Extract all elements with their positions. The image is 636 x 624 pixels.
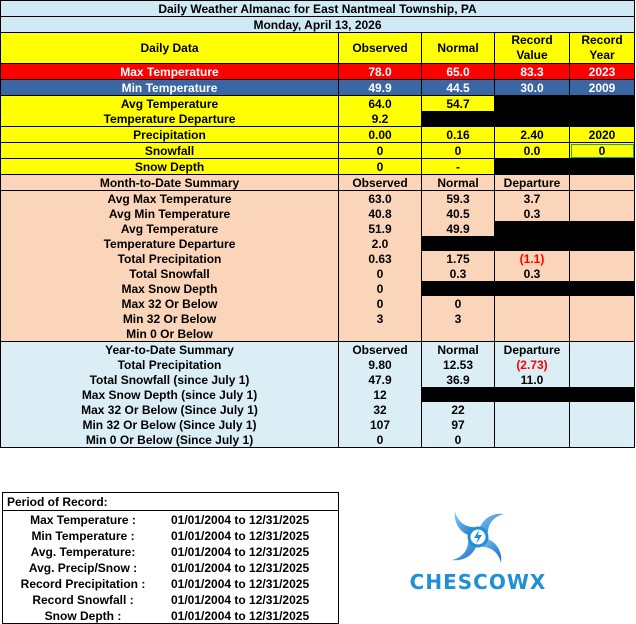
observed-value: 49.9 (339, 80, 422, 96)
section-header: Year-to-Date Summary (1, 342, 339, 358)
observed-value: 51.9 (339, 221, 422, 236)
blank-cell (422, 387, 495, 402)
record-value: 30.0 (495, 80, 570, 96)
row-label: Max Temperature (1, 64, 339, 80)
snowfall-row (1, 143, 635, 159)
row-label: Avg Max Temperature (1, 191, 339, 207)
blank-cell (495, 281, 570, 296)
avg-temp-row (1, 96, 635, 112)
mtd-max-snow-depth-row (1, 281, 635, 296)
snow-depth-row (1, 159, 635, 175)
observed-header: Observed (339, 342, 422, 358)
normal-value: 22 (422, 402, 495, 417)
blank-cell (495, 236, 570, 251)
row-label: Snowfall (1, 143, 339, 159)
record-year: 2023 (570, 64, 635, 80)
empty-cell (570, 311, 635, 326)
blank-cell (495, 221, 570, 236)
normal-value: 0 (422, 432, 495, 448)
empty-cell (495, 417, 570, 432)
empty-cell (570, 342, 635, 358)
blank-cell (570, 96, 635, 112)
divider (3, 510, 338, 511)
mtd-min0-row (1, 326, 635, 342)
chescowx-logo (378, 506, 578, 596)
blank-cell (495, 96, 570, 112)
observed-value: 12 (339, 387, 422, 402)
row-label: Max 32 Or Below (Since July 1) (1, 402, 339, 417)
por-label: Max Temperature : (30, 513, 136, 527)
empty-cell (570, 296, 635, 311)
blank-cell (422, 236, 495, 251)
departure-value: (1.1) (495, 251, 570, 266)
row-label: Avg Temperature (1, 96, 339, 112)
observed-value: 47.9 (339, 372, 422, 387)
observed-value: 0 (339, 296, 422, 311)
selected-record-year-cell[interactable]: 0 (570, 143, 635, 159)
row-label: Max Snow Depth (1, 281, 339, 296)
observed-header: Observed (339, 33, 422, 64)
temp-departure-row (1, 111, 635, 127)
observed-value: 9.80 (339, 357, 422, 372)
blank-cell (570, 236, 635, 251)
blank-cell (495, 387, 570, 402)
por-label: Record Precipitation : (20, 577, 146, 591)
por-range: 01/01/2004 to 12/31/2025 (171, 529, 310, 543)
observed-value: 3 (339, 311, 422, 326)
ytd-header-row (1, 342, 635, 358)
empty-cell (570, 206, 635, 221)
empty-cell (495, 296, 570, 311)
observed-value: 0 (339, 266, 422, 281)
normal-value: 0 (422, 296, 495, 311)
row-label: Precipitation (1, 127, 339, 143)
min-temp-row (1, 80, 635, 96)
normal-value: 59.3 (422, 191, 495, 207)
observed-value: 32 (339, 402, 422, 417)
precipitation-row (1, 127, 635, 143)
row-label: Avg Temperature (1, 221, 339, 236)
mtd-temp-departure-row (1, 236, 635, 251)
row-label: Min 32 Or Below (1, 311, 339, 326)
por-range: 01/01/2004 to 12/31/2025 (171, 593, 310, 607)
hurricane-swirl-icon (438, 506, 518, 568)
mtd-avg-min-row (1, 206, 635, 221)
observed-value: 2.0 (339, 236, 422, 251)
normal-header: Normal (422, 33, 495, 64)
record-year: 2020 (570, 127, 635, 143)
record-value: 0.0 (495, 143, 570, 159)
row-label: Min Temperature (1, 80, 339, 96)
blank-cell (495, 159, 570, 175)
mtd-min32-row (1, 311, 635, 326)
record-year: 2009 (570, 80, 635, 96)
record-year-header: Record Year (570, 33, 635, 64)
normal-value: 49.9 (422, 221, 495, 236)
observed-header: Observed (339, 175, 422, 191)
row-label: Total Snowfall (since July 1) (1, 372, 339, 387)
empty-cell (570, 372, 635, 387)
por-label: Avg. Precip/Snow : (28, 561, 138, 575)
row-label: Temperature Departure (1, 111, 339, 127)
row-label: Avg Min Temperature (1, 206, 339, 221)
empty-cell (570, 191, 635, 207)
normal-value: 1.75 (422, 251, 495, 266)
normal-value: 12.53 (422, 357, 495, 372)
ytd-total-precip-row (1, 357, 635, 372)
normal-value: 36.9 (422, 372, 495, 387)
daily-header-row (1, 33, 635, 64)
empty-cell (570, 417, 635, 432)
observed-value: 9.2 (339, 111, 422, 127)
mtd-header-row (1, 175, 635, 191)
row-label: Temperature Departure (1, 236, 339, 251)
empty-cell (422, 326, 495, 342)
observed-value: 63.0 (339, 191, 422, 207)
blank-cell (570, 281, 635, 296)
mtd-total-snow-row (1, 266, 635, 281)
por-range: 01/01/2004 to 12/31/2025 (171, 577, 310, 591)
row-label: Max 32 Or Below (1, 296, 339, 311)
por-range: 01/01/2004 to 12/31/2025 (171, 561, 310, 575)
row-label: Snow Depth (1, 159, 339, 175)
normal-value: 44.5 (422, 80, 495, 96)
ytd-total-snow-row (1, 372, 635, 387)
observed-value: 64.0 (339, 96, 422, 112)
normal-value: - (422, 159, 495, 175)
record-value: 83.3 (495, 64, 570, 80)
blank-cell (422, 111, 495, 127)
departure-header: Departure (495, 342, 570, 358)
max-temp-row (1, 64, 635, 80)
mtd-total-precip-row (1, 251, 635, 266)
departure-header: Departure (495, 175, 570, 191)
por-label: Avg. Temperature: (30, 545, 136, 559)
empty-cell (570, 432, 635, 448)
normal-value: 54.7 (422, 96, 495, 112)
blank-cell (570, 111, 635, 127)
normal-header: Normal (422, 175, 495, 191)
empty-cell (570, 326, 635, 342)
section-header: Month-to-Date Summary (1, 175, 339, 191)
page-title: Daily Weather Almanac for East Nantmeal Township, PA (1, 1, 635, 17)
blank-cell (495, 111, 570, 127)
ytd-min32-row (1, 417, 635, 432)
record-value: 2.40 (495, 127, 570, 143)
observed-value: 40.8 (339, 206, 422, 221)
departure-value: 3.7 (495, 191, 570, 207)
observed-value: 0 (339, 432, 422, 448)
empty-cell (495, 326, 570, 342)
por-range: 01/01/2004 to 12/31/2025 (171, 545, 310, 559)
row-label: Total Precipitation (1, 251, 339, 266)
row-label: Min 0 Or Below (Since July 1) (1, 432, 339, 448)
record-value-header: Record Value (495, 33, 570, 64)
por-label: Min Temperature : (31, 529, 135, 543)
row-label: Max Snow Depth (since July 1) (1, 387, 339, 402)
normal-value: 0 (422, 143, 495, 159)
observed-value: 78.0 (339, 64, 422, 80)
empty-cell (495, 402, 570, 417)
normal-value: 40.5 (422, 206, 495, 221)
ytd-max-snow-depth-row (1, 387, 635, 402)
normal-header: Normal (422, 342, 495, 358)
departure-value: 0.3 (495, 206, 570, 221)
observed-value: 0 (339, 159, 422, 175)
por-range: 01/01/2004 to 12/31/2025 (171, 609, 310, 623)
departure-value: (2.73) (495, 357, 570, 372)
row-label: Min 0 Or Below (1, 326, 339, 342)
empty-cell (495, 432, 570, 448)
normal-value: 0.3 (422, 266, 495, 281)
blank-cell (570, 159, 635, 175)
observed-value: 0 (339, 281, 422, 296)
observed-value: 0.63 (339, 251, 422, 266)
date-heading: Monday, April 13, 2026 (1, 17, 635, 33)
empty-cell (570, 251, 635, 266)
logo-text: CHESCOWX (409, 570, 547, 594)
normal-value: 3 (422, 311, 495, 326)
departure-value: 0.3 (495, 266, 570, 281)
mtd-avg-temp-row (1, 221, 635, 236)
normal-value: 65.0 (422, 64, 495, 80)
ytd-max32-row (1, 402, 635, 417)
por-label: Record Snowfall : (32, 593, 134, 607)
blank-cell (570, 387, 635, 402)
daily-data-header: Daily Data (1, 33, 339, 64)
empty-cell (570, 175, 635, 191)
por-range: 01/01/2004 to 12/31/2025 (171, 513, 310, 527)
empty-cell (339, 326, 422, 342)
row-label: Total Precipitation (1, 357, 339, 372)
normal-value: 97 (422, 417, 495, 432)
departure-value: 11.0 (495, 372, 570, 387)
mtd-max32-row (1, 296, 635, 311)
observed-value: 0 (339, 143, 422, 159)
mtd-avg-max-row (1, 191, 635, 207)
ytd-min0-row (1, 432, 635, 448)
blank-cell (570, 221, 635, 236)
observed-value: 107 (339, 417, 422, 432)
empty-cell (570, 402, 635, 417)
period-of-record-box (2, 492, 339, 624)
empty-cell (570, 357, 635, 372)
observed-value: 0.00 (339, 127, 422, 143)
period-of-record-title: Period of Record: (7, 495, 108, 509)
empty-cell (495, 311, 570, 326)
normal-value: 0.16 (422, 127, 495, 143)
empty-cell (570, 266, 635, 281)
blank-cell (422, 281, 495, 296)
row-label: Min 32 Or Below (Since July 1) (1, 417, 339, 432)
por-label: Snow Depth : (44, 609, 122, 623)
row-label: Total Snowfall (1, 266, 339, 281)
